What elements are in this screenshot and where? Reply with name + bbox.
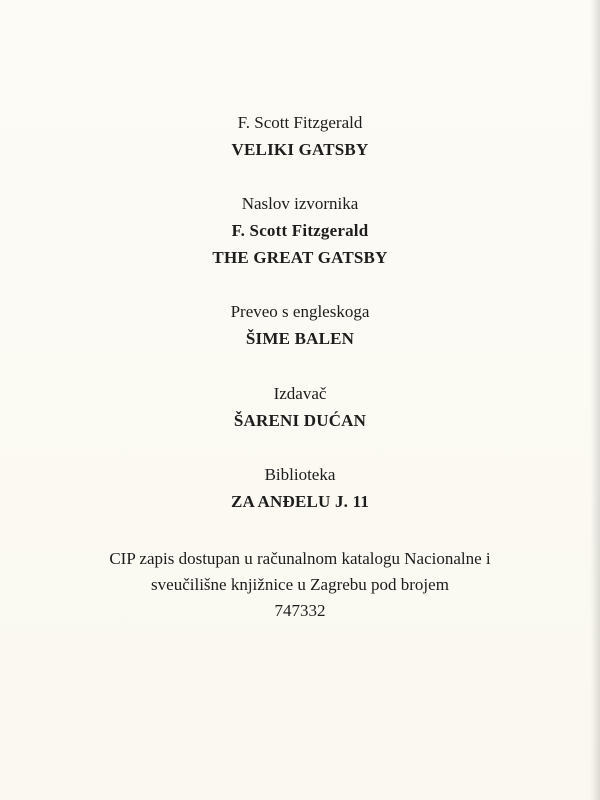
cip-line-1: CIP zapis dostupan u računalnom katalogu Nacionalne i bbox=[109, 549, 491, 568]
original-author: F. Scott Fitzgerald bbox=[231, 221, 369, 240]
original-title-label: Naslov izvornika bbox=[241, 194, 359, 213]
publisher-block bbox=[0, 380, 600, 434]
original-title: THE GREAT GATSBY bbox=[212, 248, 388, 267]
translator-label: Preveo s engleskoga bbox=[230, 302, 370, 321]
book-credit-block bbox=[0, 109, 600, 163]
series-name: ZA ANĐELU J. 11 bbox=[230, 492, 370, 511]
series-block bbox=[0, 461, 600, 515]
cip-block bbox=[0, 546, 600, 624]
original-title-block bbox=[0, 190, 600, 271]
translator-name: ŠIME BALEN bbox=[245, 329, 355, 348]
translator-block bbox=[0, 298, 600, 352]
book-title: VELIKI GATSBY bbox=[231, 140, 369, 159]
cip-line-2: sveučilišne knjižnice u Zagrebu pod brojem bbox=[151, 575, 449, 594]
series-label: Biblioteka bbox=[264, 465, 336, 484]
cip-number: 747332 bbox=[274, 601, 326, 620]
publisher-name: ŠARENI DUĆAN bbox=[233, 411, 367, 430]
author-name: F. Scott Fitzgerald bbox=[237, 113, 363, 132]
publisher-label: Izdavač bbox=[273, 384, 327, 403]
